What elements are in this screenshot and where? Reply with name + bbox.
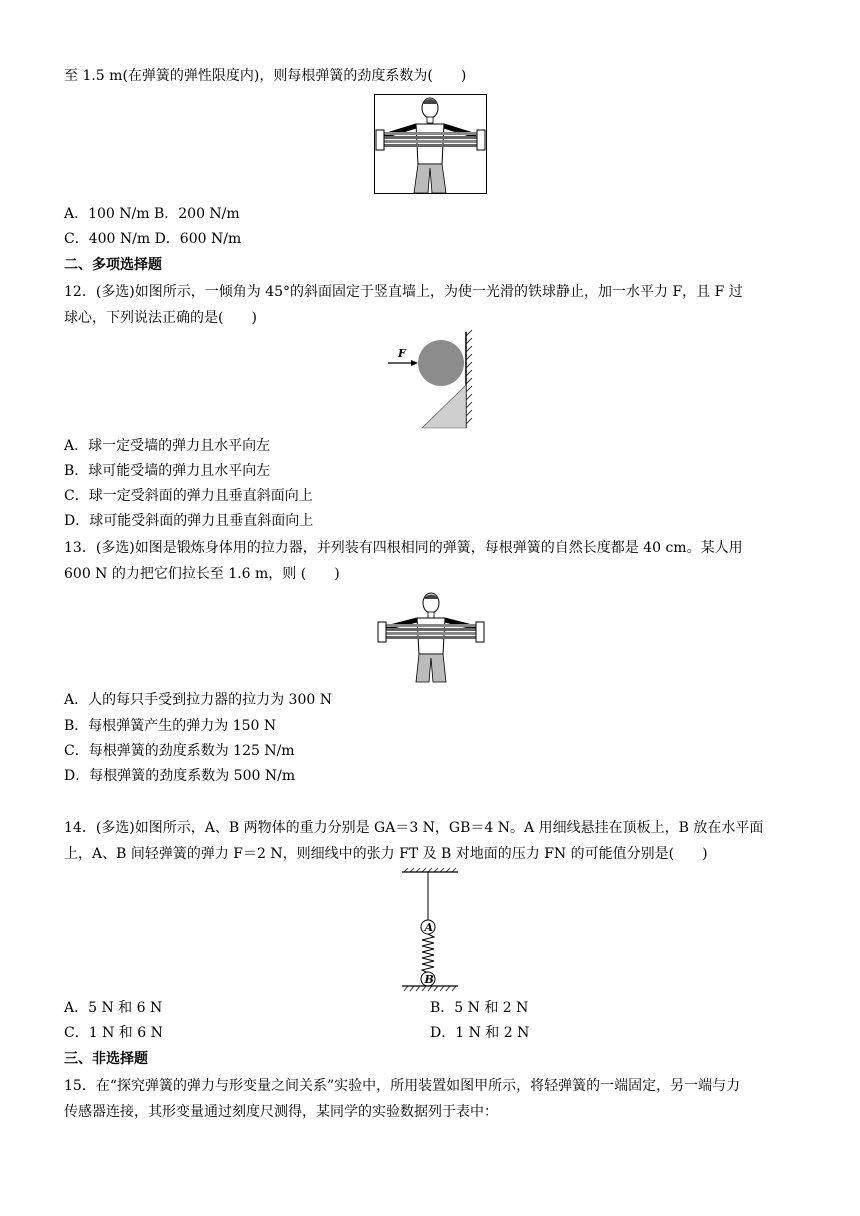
q14-figure-label-a: A xyxy=(424,921,434,934)
section-3-title: 三、非选择题 xyxy=(64,1051,148,1067)
q12-option-d: D．球可能受斜面的弹力且垂直斜面向上 xyxy=(64,513,314,529)
q13-stem-line-2: 600 N 的力把它们拉长至 1.6 m，则 ( ) xyxy=(64,566,340,582)
q14-option-b: B．5 N 和 2 N xyxy=(430,1000,529,1016)
q14-option-d: D．1 N 和 2 N xyxy=(430,1025,530,1041)
q14-stem-line-1: 14．(多选)如图所示，A、B 两物体的重力分别是 GA＝3 N，GB＝4 N。A 用细线悬挂在顶板上，B 放在水平面 xyxy=(64,820,764,836)
q13-figure-spring-exerciser xyxy=(378,590,484,682)
q11-figure-spring-exerciser xyxy=(374,94,487,194)
q14-figure-label-b: B xyxy=(424,973,434,986)
q14-options-row-1 xyxy=(64,998,764,1018)
q13-stem-line-1: 13．(多选)如图是锻炼身体用的拉力器，并列装有四根相同的弹簧，每根弹簧的自然长度都是 40 cm。某人用 xyxy=(64,540,743,556)
q14-option-a: A．5 N 和 6 N xyxy=(64,1000,163,1016)
q13-option-b: B．每根弹簧产生的弹力为 150 N xyxy=(64,718,277,734)
q13-option-c: C．每根弹簧的劲度系数为 125 N/m xyxy=(64,743,295,759)
q14-stem-line-2: 上，A、B 间轻弹簧的弹力 F＝2 N，则细线中的张力 FT 及 B 对地面的压力 FN 的可能值分别是( ) xyxy=(64,846,708,862)
q11-options-row-2: C．400 N/m D．600 N/m xyxy=(64,231,242,247)
q12-stem-line-2: 球心，下列说法正确的是( ) xyxy=(64,310,257,326)
q15-stem-line-2: 传感器连接，其形变量通过刻度尺测得，某同学的实验数据列于表中： xyxy=(64,1104,498,1120)
q12-option-c: C．球一定受斜面的弹力且垂直斜面向上 xyxy=(64,488,313,504)
q14-figure-hanging-spring xyxy=(400,868,460,992)
q14-option-c: C．1 N 和 6 N xyxy=(64,1025,163,1041)
q13-option-a: A．人的每只手受到拉力器的拉力为 300 N xyxy=(64,692,332,708)
q14-options-row-2 xyxy=(64,1023,764,1043)
q12-stem-line-1: 12．(多选)如图所示，一倾角为 45°的斜面固定于竖直墙上，为使一光滑的铁球静止，加一水平力 F，且 F 过 xyxy=(64,284,743,300)
q12-figure-label-f: F xyxy=(398,347,406,360)
q12-option-a: A．球一定受墙的弹力且水平向左 xyxy=(64,438,271,454)
q15-stem-line-1: 15．在“探究弹簧的弹力与形变量之间关系”实验中，所用装置如图甲所示，将轻弹簧的一端固定，另一端与力 xyxy=(64,1078,741,1094)
q12-figure-ball-incline-wall xyxy=(386,330,476,430)
section-2-title: 二、多项选择题 xyxy=(64,257,162,273)
q11-options-row-1: A．100 N/m B．200 N/m xyxy=(64,206,240,222)
q12-option-b: B．球可能受墙的弹力且水平向左 xyxy=(64,463,271,479)
q11-stem-tail: 至 1.5 m(在弹簧的弹性限度内)，则每根弹簧的劲度系数为( ) xyxy=(64,68,467,84)
q13-option-d: D．每根弹簧的劲度系数为 500 N/m xyxy=(64,768,296,784)
